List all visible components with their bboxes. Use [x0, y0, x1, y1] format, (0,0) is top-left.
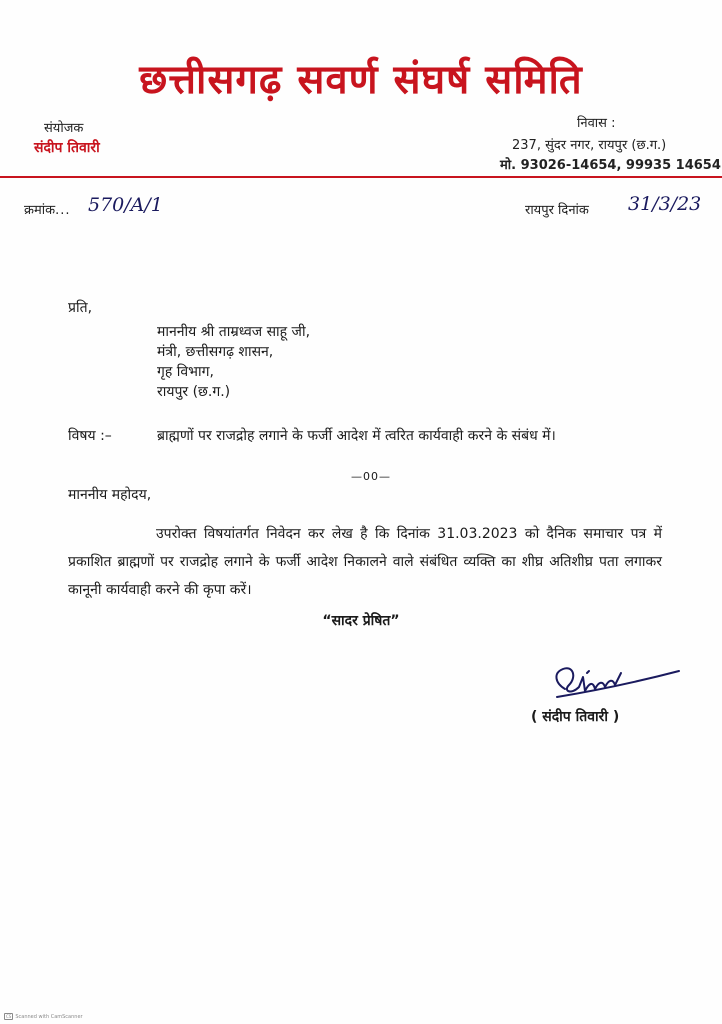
header-divider — [0, 176, 722, 178]
residence-phone: मो. 93026-14654, 99935 14654 — [500, 158, 721, 173]
residence-address: 237, सुंदर नगर, रायपुर (छ.ग.) — [512, 138, 667, 153]
recipient-block — [157, 322, 310, 402]
reference-number: 570/A/1 — [88, 194, 163, 216]
convener-label: संयोजक — [44, 121, 84, 136]
org-title: छत्तीसगढ़ सवर्ण संघर्ष समिति — [139, 57, 583, 103]
scan-watermark — [4, 1013, 83, 1020]
reference-dots: ... — [55, 203, 71, 218]
convener-name: संदीप तिवारी — [34, 140, 100, 156]
signature-icon — [543, 655, 683, 705]
recipient-line: रायपुर (छ.ग.) — [157, 384, 231, 400]
closing-remark: “सादर प्रेषित” — [322, 613, 400, 629]
residence-label: निवास : — [577, 116, 616, 131]
body-paragraph: उपरोक्त विषयांतर्गत निवेदन कर लेख है कि दिनांक 31.03.2023 को दैनिक समाचार पत्र में प्रकाशित ब्राह्मणों पर राजद्रोह लगाने के फर्जी आदेश निकालने वाले संबंधित व्यक्ति का शीघ्र अतिशीघ्र पता लगाकर कानूनी कार्यवाही करने की कृपा करें। — [68, 526, 662, 598]
reference-label — [24, 200, 71, 218]
scan-watermark-text: Scanned with CamScanner — [15, 1014, 83, 1020]
recipient-line: गृह विभाग, — [157, 364, 214, 380]
salutation: माननीय महोदय, — [68, 487, 152, 503]
camscanner-icon: CS — [6, 1014, 12, 1019]
to-label: प्रति, — [68, 300, 93, 316]
date-label: रायपुर दिनांक — [525, 203, 589, 218]
signatory-name: ( संदीप तिवारी ) — [531, 709, 620, 725]
separator: —00— — [351, 470, 391, 483]
reference-label-text: क्रमांक — [24, 203, 56, 218]
recipient-line: माननीय श्री ताम्रध्वज साहू जी, — [157, 324, 311, 340]
recipient-line: मंत्री, छत्तीसगढ़ शासन, — [157, 344, 274, 360]
date-value: 31/3/23 — [628, 193, 702, 215]
subject-label: विषय :– — [68, 428, 112, 444]
subject-text: ब्राह्मणों पर राजद्रोह लगाने के फर्जी आदेश में त्वरित कार्यवाही करने के संबंध में। — [157, 428, 556, 444]
